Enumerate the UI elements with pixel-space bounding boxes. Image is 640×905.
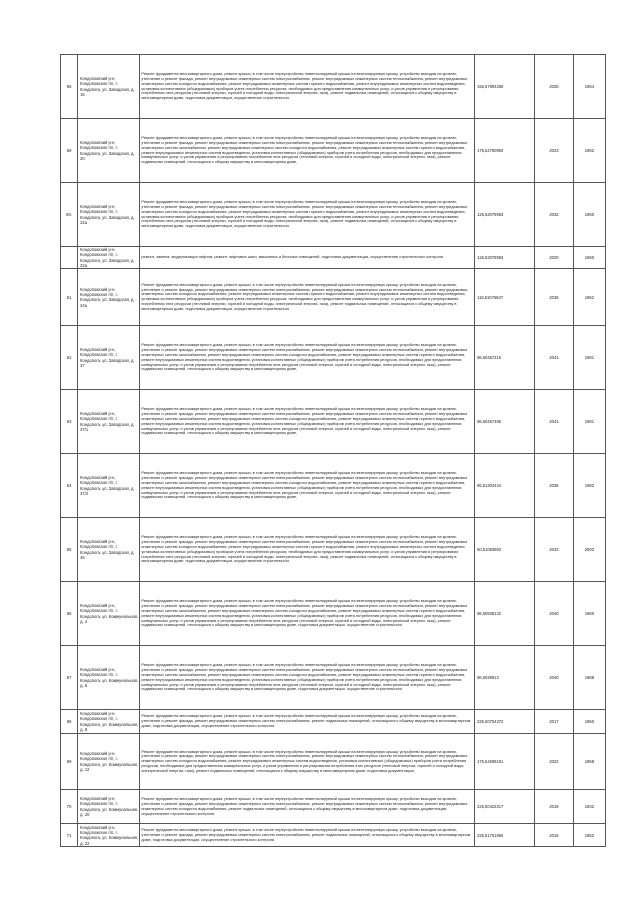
cost-value: 225,50704372 [475, 710, 535, 734]
table-row [61, 734, 606, 790]
cost-value: 126,52078993 [475, 183, 535, 247]
house-address: Кондопожский р-н, Кондопожское г/п, г. Кондопога, ул. Заводская, д. 15 [78, 55, 140, 119]
house-address: Кондопожский р-н, Кондопожское г/п, г. Кондопога, ул. Заводская, д. 37/1 [78, 390, 140, 454]
house-address-text: Кондопожский р-н, Кондопожское г/п, г. Кондопога, ул. Коммунальная, д. 8 [80, 711, 139, 733]
house-address-text: Кондопожский р-н, Кондопожское г/п, г. Кондопога, ул. Заводская, д. 22а [80, 247, 135, 268]
house-address [78, 824, 140, 847]
row-number: 61 [61, 269, 78, 326]
repair-year: 2025 [535, 55, 574, 119]
repair-year: 2036 [535, 269, 574, 326]
cost-value: 96,60508132 [475, 582, 535, 646]
repair-works [140, 183, 475, 247]
repair-works-text: Ремонт фундамента многоквартирного дома, ремонт крыши, в том числе переустройство невентилируемой крыши на вентилируемую крышу, устройство выходов на кровлю, утепление и ремонт фасада, ремонт внутридомовых инженерных систем электроснабжения, ремонт подвальных помещений, относящихся к общему имуществу в многоквартирном доме, подготовка документации, осуществление строительного контроля [141, 826, 471, 842]
build-year: 1960 [573, 183, 605, 247]
house-address: Кондопожский р-н, Кондопожское г/п, г. Кондопога, ул. Заводская, д. 37 [78, 326, 140, 390]
repair-year: 2032 [535, 183, 574, 247]
house-address-text: Кондопожский р-н, Кондопожское г/п, г. Кондопога, ул. Коммунальная, д. 20 [80, 796, 139, 818]
house-address: Кондопожский р-н, Кондопожское г/п, г. Кондопога, ул. Коммунальная, д. 12 [78, 734, 140, 790]
table-row [61, 326, 606, 390]
house-address: Кондопожский р-н, Кондопожское г/п, г. Кондопога, ул. Заводская, д. 20 [78, 119, 140, 183]
repair-year: 2040 [535, 582, 574, 646]
table-row [61, 390, 606, 454]
repair-works [140, 734, 475, 790]
table-row [61, 646, 606, 710]
build-year: 1981 [573, 326, 605, 390]
cost-value: 175,54790993 [475, 119, 535, 183]
repair-works [140, 326, 475, 390]
house-address-text: Кондопожский р-н, Кондопожское г/п, г. Кондопога, ул. Коммунальная, д. 22 [80, 824, 139, 846]
repair-works-text: Ремонт фундамента многоквартирного дома, ремонт крыши, в том числе переустройство невентилируемой крыши на вентилируемую крышу, устройство выходов на кровлю, утепление и ремонт фасада, ремонт внутридомовых инженерных систем электроснабжения, ремонт подвальных помещений, относящихся к общему имуществу в многоквартирном доме, подготовка документации, осуществление строительного контроля [141, 713, 471, 729]
row-number: 62 [61, 326, 78, 390]
cost-value: 126,52078993 [475, 247, 535, 269]
repair-works-text: Ремонт фундамента многоквартирного дома, ремонт крыши, в том числе переустройство невентилируемой крыши на вентилируемую крышу, устройство выходов на кровлю, утепление и ремонт фасада, ремонт внутридомовых инженерных систем электроснабжения, ремонт внутридомовых инженерных систем теплоснабжения, ремонт внутридомовых инженерных систем холодного водоснабжения, ремонт внутридомовых инженерных систем водоотведения, установка коллективных (общедомовых) приборов учета потребления ресурсов, необходимых для предоставления коммунальных услуг, и узлов управления и регулирования потребления этих ресурсов (тепловой энергии, горячей и холодной воды, электрической энергии, газа), ремонт подвальных помещений, относящихся к общему имуществу в многоквартирном доме, подготовка документации, [141, 748, 468, 774]
repair-works [140, 710, 475, 734]
cost-value: 96,60467216 [475, 326, 535, 390]
cost-value: 96,6036913 [475, 646, 535, 710]
row-number: 71 [61, 824, 78, 847]
repair-year: 2041 [535, 326, 574, 390]
cost-value: 118,51076637 [475, 269, 535, 326]
capital-repair-table [60, 54, 606, 847]
row-number: 63 [61, 390, 78, 454]
row-number: 65 [61, 518, 78, 582]
cost-value: 50,51083993 [475, 518, 535, 582]
repair-works-text: Ремонт фундамента многоквартирного дома, ремонт крыши, в том числе переустройство невентилируемой крыши на вентилируемую крышу, устройство выходов на кровлю, утепление и ремонт фасада, ремонт внутридомовых инженерных систем электроснабжения, ремонт внутридомовых инженерных систем теплоснабжения, ремонт внутридомовых инженерных систем холодного водоснабжения, ремонт внутридомовых инженерных систем горячего водоснабжения, ремонт внутридомовых инженерных систем водоотведения, установка коллективных (общедомовых) приборов учета потребления ресурсов, необходимых для предоставления коммунальных услуг, и узлов управления и регулирования потребления этих ресурсов (тепловой энергии, горячей и холодной воды, электрической энергии, газа), ремонт подвальных помещений, относящихся к общему имуществу в многоквартирном доме, подготовка документации, осуществление строительного [141, 281, 468, 311]
repair-works [140, 119, 475, 183]
build-year: 1964 [573, 55, 605, 119]
repair-works-text: Ремонт фундамента многоквартирного дома, ремонт крыши, в том числе переустройство невентилируемой крыши на вентилируемую крышу, устройство выходов на кровлю, утепление и ремонт фасада, ремонт внутридомовых инженерных систем электроснабжения, ремонт внутридомовых инженерных систем теплоснабжения, ремонт внутридомовых инженерных систем газоснабжения, ремонт внутридомовых инженерных систем холодного водоснабжения, ремонт внутридомовых инженерных систем горячего водоснабжения, ремонт внутридомовых инженерных систем водоотведения, установка коллективных (общедомовых) приборов учета потребления ресурсов, необходимых для предоставления коммунальных услуг, и узлов управления и регулирования потребления этих ресурсов (тепловой энергии, горячей и холодной воды, электрической энергии, газа), ремонт подвальных помещений, относящихся к общему имуществу в многоквартирном доме, подготовка документации, осуществление строительного [141, 598, 468, 628]
repair-works [140, 454, 475, 518]
repair-works-text: Ремонт фундамента многоквартирного дома, ремонт крыши, в том числе переустройство невентилируемой крыши на вентилируемую крышу, устройство выходов на кровлю, утепление и ремонт фасада, ремонт внутридомовых инженерных систем электроснабжения, ремонт внутридомовых инженерных систем теплоснабжения, ремонт внутридомовых инженерных систем холодного водоснабжения, ремонт подвальных помещений, относящихся к общему имуществу в многоквартирном доме, подготовка документации, осуществление строительного контроля [141, 796, 468, 816]
table-row [61, 710, 606, 734]
row-number: 70 [61, 790, 78, 824]
repair-year: 2020 [535, 247, 574, 269]
build-year: 1932 [573, 790, 605, 824]
build-year: 1960 [573, 247, 605, 269]
repair-works-text: Ремонт фундамента многоквартирного дома, ремонт крыши, в том числе переустройство невентилируемой крыши на вентилируемую крышу, устройство выходов на кровлю, утепление и ремонт фасада, ремонт внутридомовых инженерных систем электроснабжения, ремонт внутридомовых инженерных систем теплоснабжения, ремонт внутридомовых инженерных систем газоснабжения, ремонт внутридомовых инженерных систем холодного водоснабжения, ремонт внутридомовых инженерных систем горячего водоснабжения, ремонт внутридомовых инженерных систем водоотведения, установка коллективных (общедомовых) приборов учета потребления ресурсов, необходимых для предоставления коммунальных услуг, и узлов управления и регулирования потребления этих ресурсов (тепловой энергии, горячей и холодной воды, электрической энергии, газа), ремонт подвальных помещений, относящихся к общему имуществу в многоквартирном доме, [141, 134, 468, 165]
house-address [78, 710, 140, 734]
repair-year: 2040 [535, 646, 574, 710]
table-row [61, 790, 606, 824]
repair-works [140, 55, 475, 119]
repair-works [140, 824, 475, 847]
build-year: 2003 [573, 518, 605, 582]
table-row [61, 119, 606, 183]
build-year: 1988 [573, 646, 605, 710]
table-row [61, 269, 606, 326]
repair-works [140, 646, 475, 710]
cost-value: 95,51304444 [475, 454, 535, 518]
cost-value: 225,50422317 [475, 790, 535, 824]
table-row [61, 518, 606, 582]
build-year: 1952 [573, 824, 605, 847]
repair-works-text: Ремонт фундамента многоквартирного дома, ремонт крыши, в том числе переустройство невентилируемой крыши на вентилируемую крышу, устройство выходов на кровлю, утепление и ремонт фасада, ремонт внутридомовых инженерных систем электроснабжения, ремонт внутридомовых инженерных систем теплоснабжения, ремонт внутридомовых инженерных систем холодного водоснабжения, ремонт внутридомовых инженерных систем горячего водоснабжения, ремонт внутридомовых инженерных систем водоотведения, установка коллективных (общедомовых) приборов учета потребления ресурсов, необходимых для предоставления коммунальных услуг, и узлов управления и регулирования потребления этих ресурсов (тепловой энергии, горячей и холодной воды, электрической энергии, газа), ремонт подвальных помещений, относящихся к общему имуществу в многоквартирном доме, подготовка документации, осуществление строительного [141, 198, 468, 229]
cost-value: 96,60467486 [475, 390, 535, 454]
house-address: Кондопожский р-н, Кондопожское г/п, г. Кондопога, ул. Заводская, д. 22а [78, 183, 140, 247]
house-address: Кондопожский р-н, Кондопожское г/п, г. Кондопога, ул. Коммунальная, д. 4 [78, 582, 140, 646]
repair-year: 2043 [535, 518, 574, 582]
row-number: 69 [61, 734, 78, 790]
row-number [61, 247, 78, 269]
row-number: 67 [61, 646, 78, 710]
repair-works-text: Ремонт фундамента многоквартирного дома, ремонт крыши, в том числе переустройство невентилируемой крыши на вентилируемую крышу, устройство выходов на кровлю, утепление и ремонт фасада, ремонт внутридомовых инженерных систем электроснабжения, ремонт внутридомовых инженерных систем теплоснабжения, ремонт внутридомовых инженерных систем газоснабжения, ремонт внутридомовых инженерных систем холодного водоснабжения, ремонт внутридомовых инженерных систем горячего водоснабжения, ремонт внутридомовых инженерных систем водоотведения, установка коллективных (общедомовых) приборов учета потребления ресурсов, необходимых для предоставления коммунальных услуг, и узлов управления и регулирования потребления этих ресурсов (тепловой энергии, горячей и холодной воды, электрической энергии, газа), ремонт подвальных помещений, относящихся к общему имуществу в многоквартирном доме, [141, 470, 468, 500]
repair-works [140, 247, 475, 269]
row-number: 68 [61, 710, 78, 734]
build-year: 1962 [573, 119, 605, 183]
repair-works-text: Ремонт фундамента многоквартирного дома, ремонт крыши, в том числе переустройство невентилируемой крыши на вентилируемую крышу, устройство выходов на кровлю, утепление и ремонт фасада, ремонт внутридомовых инженерных систем электроснабжения, ремонт внутридомовых инженерных систем теплоснабжения, ремонт внутридомовых инженерных систем газоснабжения, ремонт внутридомовых инженерных систем холодного водоснабжения, ремонт внутридомовых инженерных систем горячего водоснабжения, ремонт внутридомовых инженерных систем водоотведения, установка коллективных (общедомовых) приборов учета потребления ресурсов, необходимых для предоставления коммунальных услуг, и узлов управления и регулирования потребления этих ресурсов (тепловой энергии, горячей и холодной воды, электрической энергии, газа), ремонт подвальных помещений, относящихся к общему имуществу в многоквартирном доме, подготовка документации, осуществление строительного [141, 662, 468, 692]
repair-year: 2022 [535, 734, 574, 790]
build-year: 1981 [573, 390, 605, 454]
table-row [61, 183, 606, 247]
house-address: Кондопожский р-н, Кондопожское г/п, г. Кондопога, ул. Заводская, д. 37/2 [78, 454, 140, 518]
build-year: 1950 [573, 710, 605, 734]
repair-year: 2018 [535, 790, 574, 824]
repair-works [140, 790, 475, 824]
repair-works-text: Ремонт фундамента многоквартирного дома, ремонт крыши, в том числе переустройство невентилируемой крыши на вентилируемую крышу, устройство выходов на кровлю, утепление и ремонт фасада, ремонт внутридомовых инженерных систем электроснабжения, ремонт внутридомовых инженерных систем теплоснабжения, ремонт внутридомовых инженерных систем холодного водоснабжения, ремонт внутридомовых инженерных систем горячего водоснабжения, ремонт внутридомовых инженерных систем водоотведения, установка коллективных (общедомовых) приборов учета потребления ресурсов, необходимых для предоставления коммунальных услуг, и узлов управления и регулирования потребления этих ресурсов (тепловой энергии, горячей и холодной воды, электрической энергии, газа), ремонт подвальных помещений, относящихся к общему имуществу в многоквартирном доме, подготовка документации, осуществление строительного [141, 534, 468, 564]
repair-works [140, 518, 475, 582]
repair-works-text: Ремонт фундамента многоквартирного дома, ремонт крыши, в том числе переустройство невентилируемой крыши на вентилируемую крышу, устройство выходов на кровлю, утепление и ремонт фасада, ремонт внутридомовых инженерных систем электроснабжения, ремонт внутридомовых инженерных систем теплоснабжения, ремонт внутридомовых инженерных систем газоснабжения, ремонт внутридомовых инженерных систем холодного водоснабжения, ремонт внутридомовых инженерных систем горячего водоснабжения, ремонт внутридомовых инженерных систем водоотведения, установка коллективных (общедомовых) приборов учета потребления ресурсов, необходимых для предоставления коммунальных услуг, и узлов управления и регулирования потребления этих ресурсов (тепловой энергии, горячей и холодной воды, электрической энергии, газа), ремонт подвальных помещений, относящихся к общему имуществу в многоквартирном доме, [141, 342, 468, 372]
cost-value: 156,57894258 [475, 55, 535, 119]
row-number: 64 [61, 454, 78, 518]
cost-value: 175,54598181 [475, 734, 535, 790]
repair-year: 2036 [535, 454, 574, 518]
row-number: 59 [61, 119, 78, 183]
repair-works-text: Ремонт фундамента многоквартирного дома, ремонт крыши, в том числе переустройство невентилируемой крыши на вентилируемую крышу, устройство выходов на кровлю, утепление и ремонт фасада, ремонт внутридомовых инженерных систем электроснабжения, ремонт внутридомовых инженерных систем теплоснабжения, ремонт внутридомовых инженерных систем газоснабжения, ремонт внутридомовых инженерных систем холодного водоснабжения, ремонт внутридомовых инженерных систем горячего водоснабжения, ремонт внутридомовых инженерных систем водоотведения, установка коллективных (общедомовых) приборов учета потребления ресурсов, необходимых для предоставления коммунальных услуг, и узлов управления и регулирования потребления этих ресурсов (тепловой энергии, горячей и холодной воды, электрической энергии, газа), ремонт подвальных помещений, относящихся к общему имуществу в многоквартирном доме, [141, 406, 468, 436]
house-address [78, 247, 140, 269]
cost-value: 225,51701866 [475, 824, 535, 847]
repair-year: 2017 [535, 710, 574, 734]
build-year: 1960 [573, 582, 605, 646]
house-address: Кондопожский р-н, Кондопожское г/п, г. Кондопога, ул. Заводская, д. 46 [78, 518, 140, 582]
house-address: Кондопожский р-н, Кондопожское г/п, г. Кондопога, ул. Заводская, д. 24а [78, 269, 140, 326]
repair-works [140, 390, 475, 454]
table-row [61, 55, 606, 119]
build-year: 1962 [573, 269, 605, 326]
repair-works-text: Ремонт фундамента многоквартирного дома, ремонт крыши, в том числе переустройство невентилируемой крыши на вентилируемую крышу, устройство выходов на кровлю, утепление и ремонт фасада, ремонт внутридомовых инженерных систем электроснабжения, ремонт внутридомовых инженерных систем теплоснабжения, ремонт внутридомовых инженерных систем холодного водоснабжения, ремонт внутридомовых инженерных систем горячего водоснабжения, ремонт внутридомовых инженерных систем водоотведения, установка коллективных (общедомовых) приборов учета потребления ресурсов, необходимых для предоставления коммунальных услуг, и узлов управления и регулирования потребления этих ресурсов (тепловой энергии, горячей и холодной воды, электрической энергии, газа), ремонт подвальных помещений, относящихся к общему имуществу в многоквартирном доме, подготовка документации, осуществление строительного [141, 70, 468, 101]
table-row [61, 247, 606, 269]
repair-year: 2023 [535, 119, 574, 183]
table-row [61, 582, 606, 646]
repair-works [140, 269, 475, 326]
repair-works [140, 582, 475, 646]
row-number: 60. [61, 183, 78, 247]
house-address [78, 790, 140, 824]
house-address: Кондопожский р-н, Кондопожское г/п, г. Кондопога, ул. Коммунальная, д. 6 [78, 646, 140, 710]
repair-works-text: ремонт, замена, модернизация лифтов, ремонт лифтовых шахт, машинных и блочных помещений, подготовка документации, осуществление строительного контроля [141, 254, 443, 260]
repair-year: 2041 [535, 390, 574, 454]
repair-year: 2016 [535, 824, 574, 847]
row-number: 66 [61, 582, 78, 646]
row-number: 58 [61, 55, 78, 119]
table-body [61, 55, 606, 847]
build-year: 1958 [573, 734, 605, 790]
table-row [61, 454, 606, 518]
table-row [61, 824, 606, 847]
build-year: 1982 [573, 454, 605, 518]
